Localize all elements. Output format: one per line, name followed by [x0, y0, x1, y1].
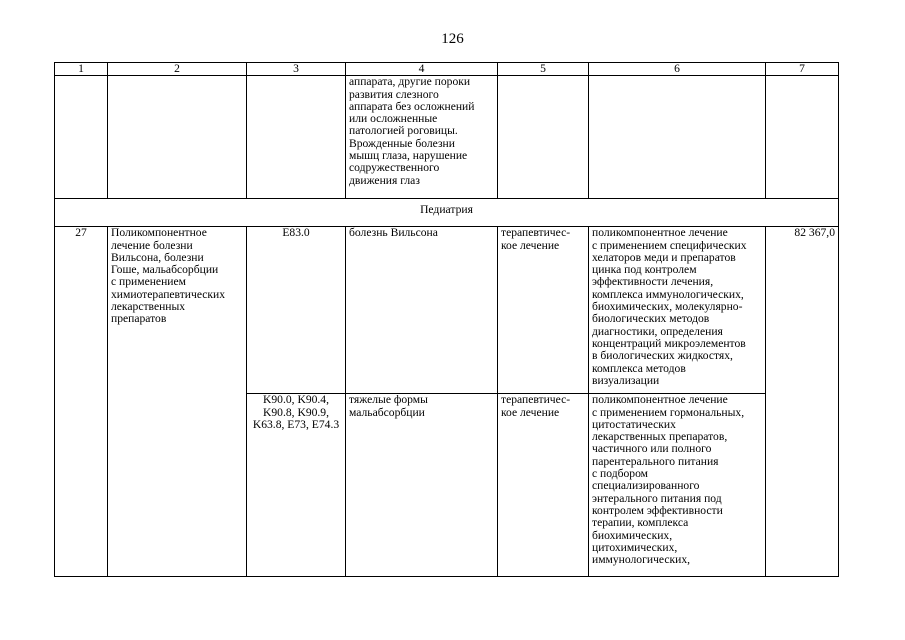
treatment-type: терапевтичес- кое лечение [498, 394, 589, 577]
page-number: 126 [441, 31, 464, 47]
column-number: 7 [766, 63, 839, 76]
treatment-type: терапевтичес- кое лечение [498, 227, 589, 394]
cell-empty [108, 76, 247, 199]
column-number: 6 [589, 63, 766, 76]
cost-value: 82 367,0 [766, 227, 839, 577]
treatment-name: Поликомпонентное лечение болезни Вильсона, болезни Гоше, мальабсорбции с применением химиотерапевтических лекарственных препаратов [108, 227, 247, 577]
treatment-method: поликомпонентное лечение с применением специфических хелаторов меди и препаратов цинка под контролем эффективности лечения, комплекса иммунологических, биохимических, молекулярно- биологических методов диагностики, определения концентраций микроэлементов в биологических жидкостях, комплекса методов визуализации [589, 227, 766, 394]
column-number: 4 [346, 63, 498, 76]
cell-empty [589, 76, 766, 199]
icd-codes: E83.0 [247, 227, 346, 394]
icd-codes: K90.0, K90.4, K90.8, K90.9, K63.8, E73, E74.3 [247, 394, 346, 577]
cell-empty [498, 76, 589, 199]
diagnosis: болезнь Вильсона [346, 227, 498, 394]
cell-empty [766, 76, 839, 199]
column-number: 1 [55, 63, 108, 76]
table-row [55, 227, 839, 394]
column-number: 5 [498, 63, 589, 76]
column-number-row [55, 63, 839, 76]
diagnosis: тяжелые формы мальабсорбции [346, 394, 498, 577]
continuation-row [55, 76, 839, 199]
cell-empty [247, 76, 346, 199]
treatment-method: поликомпонентное лечение с применением гормональных, цитостатических лекарственных препаратов, частичного или полного парентерального питания с подбором специализированного энтерального питания под контролем эффективности терапии, комплекса биохимических, цитохимических, иммунологических, [589, 394, 766, 577]
medical-care-table [54, 62, 839, 577]
cell-empty [55, 76, 108, 199]
column-number: 2 [108, 63, 247, 76]
column-number: 3 [247, 63, 346, 76]
continuation-diagnosis: аппарата, другие пороки развития слезного аппарата без осложнений или осложненные патологией роговицы. Врожденные болезни мышц глаза, нарушение содружественного движения глаз [346, 76, 498, 199]
section-row [55, 199, 839, 227]
entry-number: 27 [55, 227, 108, 577]
section-title: Педиатрия [55, 199, 839, 227]
